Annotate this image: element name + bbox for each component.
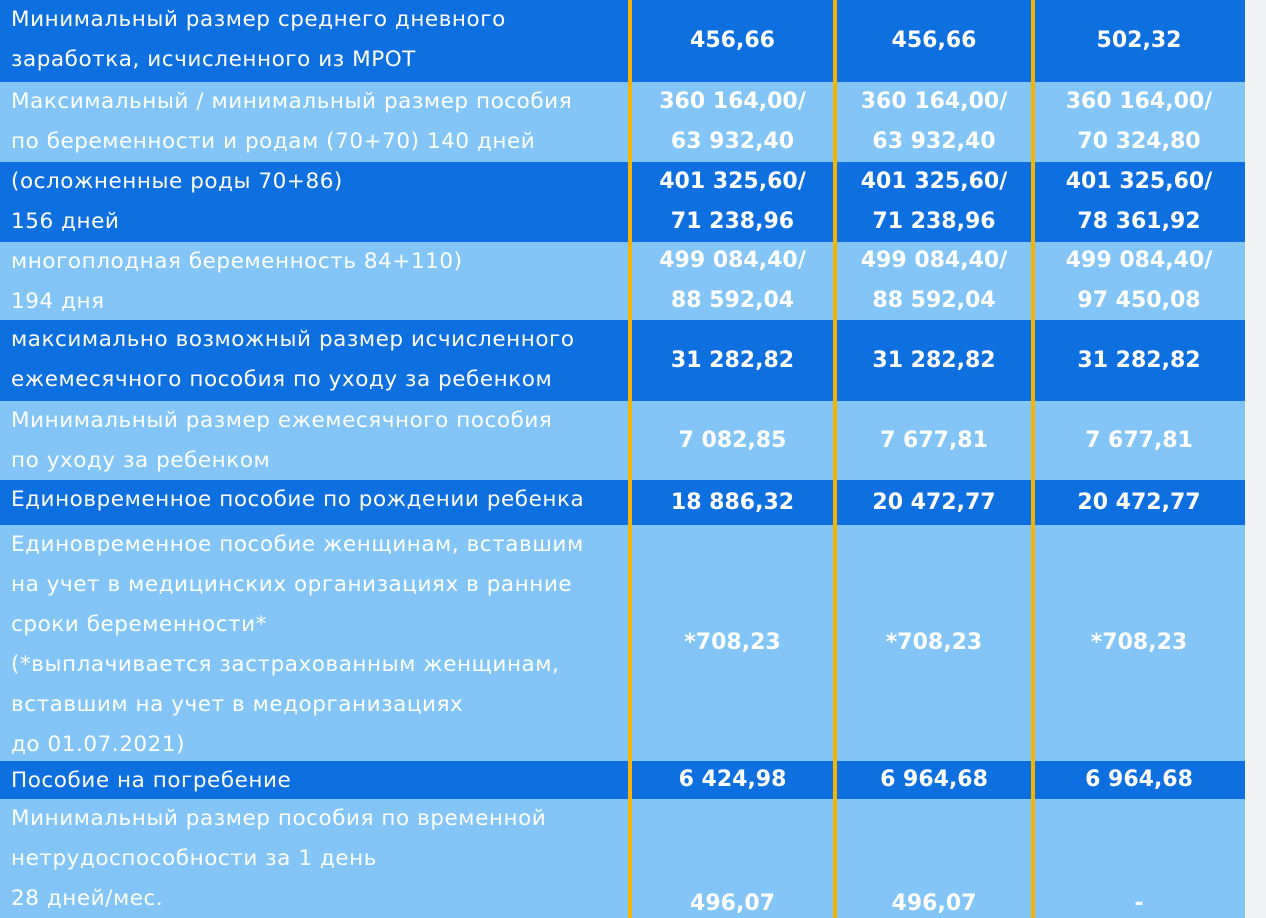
- value-cell: 401 325,60/ 71 238,96: [630, 162, 835, 242]
- row-label: многоплодная беременность 84+110) 194 дня: [0, 242, 630, 320]
- column-separator: [1031, 0, 1035, 918]
- value-cell: 499 084,40/ 97 450,08: [1033, 242, 1245, 320]
- value-cell: 18 886,32: [630, 480, 835, 525]
- value-cell: 401 325,60/ 71 238,96: [835, 162, 1033, 242]
- value-cell: 360 164,00/ 63 932,40: [835, 82, 1033, 162]
- row-label: Минимальный размер ежемесячного пособия по уходу за ребенком: [0, 401, 630, 480]
- row-label: Единовременное пособие по рождении ребенка: [0, 480, 630, 525]
- column-separator: [628, 0, 632, 918]
- value-cell: 6 424,98: [630, 761, 835, 799]
- value-cell: 20 472,77: [1033, 480, 1245, 525]
- row-label: Единовременное пособие женщинам, вставшим на учет в медицинских организациях в ранние сроки беременности* (*выплачивается застрахованным женщинам, вставшим на учет в медорганизациях до 01.07.2021): [0, 525, 630, 761]
- value-cell: 7 677,81: [1033, 401, 1245, 480]
- value-cell: 31 282,82: [1033, 320, 1245, 401]
- row-label: Максимальный / минимальный размер пособия по беременности и родам (70+70) 140 дней: [0, 82, 630, 162]
- value-cell: 401 325,60/ 78 361,92: [1033, 162, 1245, 242]
- value-cell: 360 164,00/ 70 324,80: [1033, 82, 1245, 162]
- value-text: 496,07: [690, 891, 775, 916]
- value-cell: 456,66: [835, 0, 1033, 82]
- value-cell: [1033, 799, 1245, 918]
- column-separator: [833, 0, 837, 918]
- value-text: -: [1134, 891, 1144, 916]
- row-label: (осложненные роды 70+86) 156 дней: [0, 162, 630, 242]
- value-text: 496,07: [891, 891, 977, 916]
- value-cell: 6 964,68: [1033, 761, 1245, 799]
- value-cell: [630, 799, 835, 918]
- value-cell: 499 084,40/ 88 592,04: [835, 242, 1033, 320]
- value-cell: 31 282,82: [630, 320, 835, 401]
- value-cell: 360 164,00/ 63 932,40: [630, 82, 835, 162]
- value-cell: 456,66: [630, 0, 835, 82]
- value-cell: 20 472,77: [835, 480, 1033, 525]
- value-cell: *708,23: [630, 525, 835, 761]
- value-cell: 7 677,81: [835, 401, 1033, 480]
- value-cell: 502,32: [1033, 0, 1245, 82]
- page-margin: [1245, 0, 1266, 918]
- value-cell: 31 282,82: [835, 320, 1033, 401]
- value-cell: *708,23: [835, 525, 1033, 761]
- value-cell: 7 082,85: [630, 401, 835, 480]
- row-label: Минимальный размер среднего дневного заработка, исчисленного из МРОТ: [0, 0, 630, 82]
- value-cell: *708,23: [1033, 525, 1245, 761]
- value-cell: [835, 799, 1033, 918]
- value-cell: 6 964,68: [835, 761, 1033, 799]
- row-label: Минимальный размер пособия по временной нетрудоспособности за 1 день 28 дней/мес.: [0, 799, 630, 918]
- row-label: Пособие на погребение: [0, 761, 630, 799]
- row-label: максимально возможный размер исчисленного ежемесячного пособия по уходу за ребенком: [0, 320, 630, 401]
- value-cell: 499 084,40/ 88 592,04: [630, 242, 835, 320]
